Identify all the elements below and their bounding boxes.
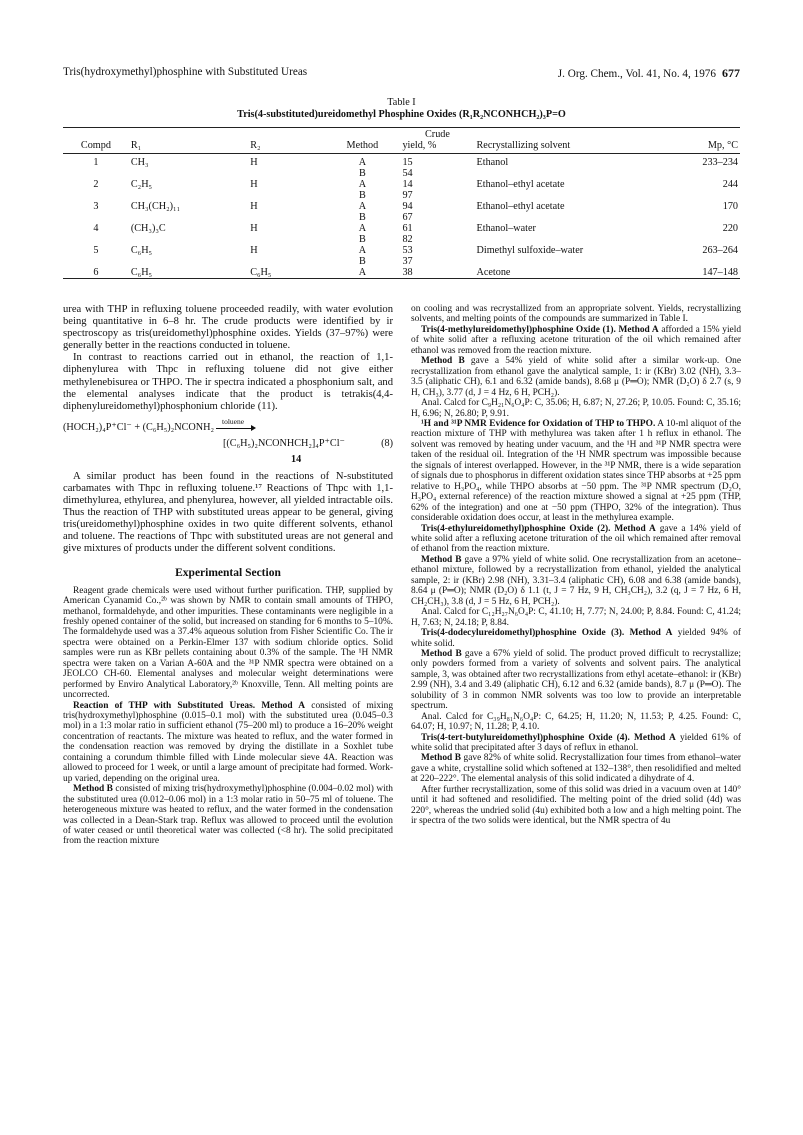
cell-yield-value: 94	[402, 201, 413, 212]
cell-yield-value: 97	[402, 190, 413, 201]
cell-r1: (CH₃)₃C	[130, 223, 166, 234]
equation-line-2: [(C₆H₅)₂NCONHCH₂]₄P⁺Cl⁻	[223, 437, 345, 449]
paragraph: Reaction of THP with Substituted Ureas. Method A consisted of mixing tris(hydroxymethyl)phosphine (0.015–0.1 mol) with the substituted urea (0.045–0.3 mol) in a 1:3 molar ratio in sufficient ethanol (75–200 ml) to produce a 16–20% weight concentration of reactants. The mixture was heated to reflux, and the water formed in the condensation reaction was removed by drying the distillate in a Soxhlet tube containing a corundum thimble filled with Linde molecular sieve 4A. Reaction was allowed to proceed for 1 week, or until a large amount of precipitate had formed. Work-up varied, depending on the original urea.	[63, 700, 394, 784]
cell-r2: H	[250, 157, 258, 168]
section-heading: Experimental Section	[175, 566, 281, 579]
cell-mp: 220	[722, 223, 738, 234]
cell-method	[324, 154, 400, 180]
paragraph: Reagent grade chemicals were used without further purification. THP, supplied by American Cyanamid Co.,²ᵇ was shown by NMR to contain small amounts of THPO, methanol, formaldehyde, and other impurities. These contaminants were negligible in a freshly opened container of the solid, but increased on standing for 6 months to 5–10%. The formaldehyde used was a 37.4% aqueous solution from Fisher Scientific Co. The ir spectra were obtained on a Perkin-Elmer 137 with sodium chloride optics. Solid samples were run as KBr pellets containing about 0.3% of the sample. The ¹H NMR spectra were taken on a Varian A-60A and the ³¹P NMR spectra were obtained on a JEOLCO CH-60. Elemental analyses and molecular weight determinations were performed by Enviro Analytical Laboratory,²ᵇ Knoxville, Tenn. All melting points are uncorrected.	[63, 585, 393, 701]
paragraph: Anal. Calcd for C₁₂H₂₇N₆O₄P: C, 41.10; H, 7.77; N, 24.00; P, 8.84. Found: C, 41.24; H, 7.63; N, 24.18; P, 8.84.	[411, 607, 741, 628]
cell-r2: H	[250, 201, 258, 212]
equation-8	[63, 416, 393, 465]
col-r2: R₂	[250, 140, 261, 151]
cell-method-value: B	[358, 168, 366, 179]
cell-solvent: Dimethyl sulfoxide–water	[476, 245, 584, 256]
table-row	[63, 179, 740, 201]
paragraph: on cooling and was recrystallized from an appropriate solvent. Yields, recrystallizing solvents, and melting points of the compounds are summarized in Table I.	[411, 304, 741, 325]
paragraph: Tris(4-ethylureidomethyl)phosphine Oxide (2). Method A gave a 14% yield of white solid after a refluxing acetone trituration of the oil which remained after removal of ethanol from the reaction mixture.	[411, 523, 741, 555]
cell-solvent: Acetone	[476, 267, 511, 278]
cell-yield	[400, 223, 474, 245]
cell-yield-value: 61	[402, 223, 413, 234]
cell-mp: 170	[722, 201, 738, 212]
compound-label: 14	[291, 453, 302, 465]
page-number: 677	[722, 66, 740, 80]
col-mp: Mp, °C	[707, 140, 738, 151]
paragraph: Tris(4-methylureidomethyl)phosphine Oxide (1). Method A afforded a 15% yield of white solid after a refluxing acetone trituration of the oil which remained after ethanol was removed from the reaction mixture.	[411, 324, 742, 356]
cell-yield	[400, 245, 474, 267]
col-solvent: Recrystallizing solvent	[476, 140, 571, 151]
cell-mp: 244	[722, 179, 738, 190]
cell-r1: CH₃	[130, 157, 149, 168]
cell-method-value: B	[358, 234, 366, 245]
cell-yield	[400, 267, 474, 279]
col-compd: Compd	[80, 140, 111, 151]
cell-compd: 2	[93, 179, 99, 190]
paragraph: Tris(4-dodecylureidomethyl)phosphine Oxide (3). Method A yielded 94% of white solid.	[411, 628, 741, 649]
cell-method-value: A	[358, 267, 367, 278]
cell-r1: C₆H₅	[130, 267, 153, 278]
paragraph: Method B gave a 97% yield of white solid. One recrystallization from an acetone–ethanol mixture, followed by a recrystallization from ethanol, yielded the analytical sample, 2: ir (KBr) 2.98 (NH), 3.31–3.4 (aliphatic CH), 6.08 and 6.38 (amide bands), 8.64 μ (P═O); NMR (D₂O) δ 1.1 (t, J = 7 Hz, 9 H, CH₃CH₂), 3.2 (q, J = 7 Hz, 6 H, CH₂CH₃), 3.8 (d, J = 5 Hz, 6 H, PCH₂).	[411, 554, 741, 607]
cell-method-value: A	[358, 179, 367, 190]
col-method: Method	[346, 140, 379, 151]
cell-method-value: A	[358, 157, 367, 168]
table-header-row	[63, 128, 740, 154]
cell-compd: 4	[93, 223, 99, 234]
paragraph: Method B gave 82% of white solid. Recrystallization four times from ethanol–water gave a white, crystalline solid which softened at 132–138°, then resolidified and melted at 220–222°. The elemental analysis of this solid indicated a dihydrate of 4.	[411, 753, 741, 785]
paragraph: Method B gave a 54% yield of white solid after a similar work-up. One recrystallization from ethanol gave the analytical sample, 1: ir (KBr) 3.02 (NH), 3.3–3.5 (aliphatic CH), 6.1 and 6.32 (amide bands), 8.68 μ (P═O); NMR (D₂O) δ 2.7 (s, 9 H, CH₃), 3.77 (d, J = 4 Hz, 6 H, PCH₂).	[411, 356, 741, 398]
cell-solvent: Ethanol	[476, 157, 509, 168]
paragraph: Anal. Calcd for C₃₉H₈₁N₆O₄P: C, 64.25; H, 11.20; N, 11.53; P, 4.25. Found: C, 64.07; H, 10.97; N, 11.28; P, 4.10.	[411, 711, 741, 733]
table-row	[63, 245, 740, 267]
cell-compd: 1	[93, 157, 99, 168]
left-column	[63, 304, 393, 847]
cell-solvent: Ethanol–ethyl acetate	[476, 179, 565, 190]
cell-yield-value: 15	[402, 157, 413, 168]
paragraph: Method B consisted of mixing tris(hydroxymethyl)phosphine (0.004–0.02 mol) with the substituted urea (0.012–0.06 mol) in a 1:3 molar ratio in 50–75 ml of toluene. The heterogeneous mixture was heated to reflux, and the water formed in the condensation was collected in a Dean-Stark trap. Reflux was allowed to proceed until the evolution of water ceased or until theoretical water was collected (<8 hr). The solid precipitated from the reaction mixture	[63, 784, 393, 847]
cell-yield-value: 67	[402, 212, 413, 223]
cell-mp: 263–264	[702, 245, 738, 256]
cell-r2: H	[250, 223, 258, 234]
cell-r2: H	[250, 179, 258, 190]
table-title: Tris(4-substituted)ureidomethyl Phosphine Oxides (R₁R₂NCONHCH₂)₃P=O	[237, 109, 566, 120]
cell-r1: CH₃(CH₂)₁₁	[130, 201, 181, 212]
equation-number: (8)	[381, 437, 393, 449]
paragraph: ¹H and ³¹P NMR Evidence for Oxidation of THP to THPO. A 10-ml aliquot of the reaction mixture of THP with methylurea was taken after 1 h reflux in ethanol. The solvent was removed by heating under vacuum, and the ¹H and ³¹P NMR spectra were taken of the residual oil. Integration of the ¹H NMR spectrum was impossible because the signals of interest overlapped. However, in the ³¹P NMR, there is a wide separation of signals due to phosphorus in different oxidation states since THP absorbs at +25 ppm relative to H₃PO₄, while THPO absorbs at −50 ppm. The ³¹P NMR spectrum (D₂O, H₃PO₄ external reference) of the reaction mixture showed a signal at +25 ppm (THP, 62% of the integration) and one at −50 ppm (THPO, 32% of the integration). Thus considerable oxidation does occur, at least in the methylurea example.	[411, 418, 741, 524]
cell-method	[324, 179, 400, 201]
cell-method	[324, 245, 400, 267]
cell-yield-value: 37	[402, 256, 413, 267]
cell-yield-value: 82	[402, 234, 413, 245]
cell-method-value: A	[358, 201, 367, 212]
cell-method-value: A	[358, 245, 367, 256]
cell-method	[324, 267, 400, 279]
table-row	[63, 223, 740, 245]
cell-r1: C₆H₅	[130, 245, 153, 256]
paragraph: Method B gave a 67% yield of solid. The product proved difficult to recrystallize; only powders formed from a variety of solvents and solvent pairs. The analytical sample, 3, was obtained after two recrystallizations from ethyl acetate–ethanol: ir (KBr) 2.99 (NH), 3.4 and 3.49 (aliphatic CH), 6.12 and 6.32 (amide bands), 8.7 μ (P═O). The solubility of 3 in common NMR solvents was too low to provide an interpretable spectrum.	[411, 648, 742, 712]
cell-yield-value: 14	[402, 179, 413, 190]
cell-yield-value: 38	[402, 267, 413, 278]
paragraph: Tris(4-tert-butylureidomethyl)phosphine Oxide (4). Method A yielded 61% of white solid that precipitated after 3 days of reflux in ethanol.	[411, 732, 741, 754]
data-table	[63, 127, 740, 279]
cell-compd: 6	[93, 267, 99, 278]
header-journal: J. Org. Chem., Vol. 41, No. 4, 1976 677	[557, 66, 740, 80]
paragraph: A similar product has been found in the reactions of N-substituted carbamates with Thpc in refluxing toluene.¹⁷ Reactions of Thpc with 1,1-dimethylurea, ethylurea, and phenylurea, however, all yielded intractable oils. Thus the reaction of THP with substituted ureas appear to be general, giving tris(ureidomethyl)phosphine oxides in two quite different solvents, ethanol and toluene. The reactions of Thpc with substituted ureas are not general and give mixtures of products under the different solvent conditions.	[63, 470, 393, 555]
table-label: Table I	[387, 97, 416, 108]
cell-mp: 147–148	[702, 267, 738, 278]
cell-method	[324, 223, 400, 245]
cell-compd: 3	[93, 201, 99, 212]
paragraph: urea with THP in refluxing toluene proceeded readily, with water evolution being quantitative in 6–8 hr. The crude products were identified by ir spectroscopy as tris(ureidomethyl)phosphine oxides. Yields (37–97%) were generally better in the reactions conducted in toluene.	[63, 304, 393, 352]
cell-yield-value: 54	[402, 168, 413, 179]
cell-method	[324, 201, 400, 223]
reaction-arrow: toluene	[216, 423, 256, 433]
table-row	[63, 154, 740, 180]
equation-line-1: (HOCH₂)₄P⁺Cl⁻ + (C₆H₅)₂NCONH₂ toluene	[63, 421, 258, 434]
right-column	[411, 304, 741, 827]
running-header	[63, 66, 740, 82]
cell-yield	[400, 154, 474, 180]
paragraph: Anal. Calcd for C₉H₂₁N₆O₄P: C, 35.06; H, 6.87; N, 27.26; P, 10.05. Found: C, 35.16; H, 6.96; N, 26.80; P, 9.91.	[411, 398, 741, 419]
cell-mp: 233–234	[702, 157, 738, 168]
cell-yield	[400, 179, 474, 201]
cell-solvent: Ethanol–ethyl acetate	[476, 201, 565, 212]
paragraph: In contrast to reactions carried out in ethanol, the reaction of 1,1-diphenylurea with Thpc in refluxing toluene did not give either methylenebisurea or THPO. The ir spectra indicated a phosphonium salt, and the elemental analyses indicate that the product is tetrakis(4,4-diphenylureidomethyl)phosphonium chloride (11).	[63, 352, 393, 412]
table-row	[63, 267, 740, 279]
col-yield: Crude yield, %	[402, 129, 450, 151]
cell-r2: H	[250, 245, 258, 256]
experimental-text	[63, 586, 393, 847]
header-title: Tris(hydroxymethyl)phosphine with Substituted Ureas	[63, 66, 308, 78]
paragraph: After further recrystallization, some of this solid was dried in a vacuum oven at 140° until it had softened and resolidified. The melting point of the dried solid (4d) was 220°, whereas the undried solid (4u) exhibited both a low and a high melting point. The ir spectra of the two solids were identical, but the NMR spectra of 4u	[411, 784, 741, 827]
cell-method-value: B	[358, 256, 366, 267]
table-caption	[63, 97, 740, 121]
cell-r1: C₂H₅	[130, 179, 153, 190]
cell-r2: C₆H₅	[250, 267, 272, 278]
cell-solvent: Ethanol–water	[476, 223, 536, 234]
cell-compd: 5	[93, 245, 99, 256]
cell-method-value: B	[358, 212, 366, 223]
cell-method-value: A	[358, 223, 367, 234]
cell-method-value: B	[358, 190, 366, 201]
col-r1: R₁	[130, 140, 142, 151]
cell-yield	[400, 201, 474, 223]
table-row	[63, 201, 740, 223]
cell-yield-value: 53	[402, 245, 413, 256]
